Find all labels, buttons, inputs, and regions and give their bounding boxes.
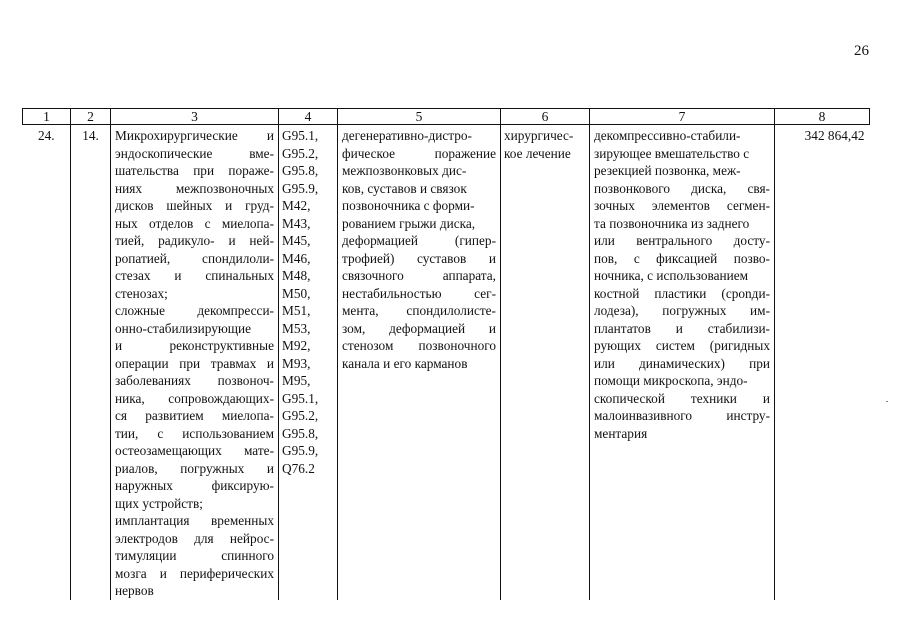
text-line: ночника, с использованием xyxy=(594,268,749,283)
text-line: онно-стабилизирующие xyxy=(115,320,252,336)
text-line: наружных фиксирую- xyxy=(115,478,274,493)
header-col-4: 4 xyxy=(279,109,338,125)
text-line: лодеза), погружных им- xyxy=(594,303,770,318)
text-line: ся развитием миелопа- xyxy=(115,408,274,423)
header-col-2: 2 xyxy=(71,109,111,125)
text-line: канала и его карманов xyxy=(342,355,468,371)
text-line: кое лечение xyxy=(504,145,571,161)
procedure-table xyxy=(22,108,870,600)
text-line: зом, деформацией и xyxy=(342,320,496,336)
text-line: или динамических) при xyxy=(594,355,770,371)
text-line: дегенеративно-дистро- xyxy=(342,128,472,143)
text-line: нестабильностью сег- xyxy=(342,285,496,301)
text-line: и реконструктивные xyxy=(115,338,274,353)
text-line: рованием грыжи диска, xyxy=(342,215,476,231)
text-line: связочного аппарата, xyxy=(342,268,496,283)
text-line: заболеваниях позвоноч- xyxy=(115,373,274,388)
text-line: M43, xyxy=(282,215,311,231)
text-line: стенозом позвоночного xyxy=(342,338,496,353)
text-line: G95.2, xyxy=(282,408,319,423)
treatment-method xyxy=(590,125,775,600)
text-line: резекцией позвонка, меж- xyxy=(594,163,741,178)
text-line: G95.1, xyxy=(282,390,319,406)
text-line: M50, xyxy=(282,285,311,301)
text-line: G95.9, xyxy=(282,443,319,458)
text-line: тии, с использованием xyxy=(115,425,274,441)
text-line: M46, xyxy=(282,250,311,266)
text-line: фическое поражение xyxy=(342,145,496,161)
text-line: стезах и спинальных xyxy=(115,268,274,283)
text-line: сложные декомпресси- xyxy=(115,303,274,318)
text-line: декомпрессивно-стабили- xyxy=(594,128,741,143)
text-line: малоинвазивного инстру- xyxy=(594,408,770,423)
text-line: ных отделов с миелопа- xyxy=(115,215,274,231)
icd-codes xyxy=(279,125,338,600)
table-row xyxy=(23,125,870,600)
text-line: мента, спондилолисте- xyxy=(342,303,496,318)
text-line: зочных элементов сегмен- xyxy=(594,198,770,213)
text-line: ника, сопровождающих- xyxy=(115,390,274,406)
text-line: ропатией, спондилоли- xyxy=(115,250,274,266)
text-line: операции при травмах и xyxy=(115,355,274,371)
text-line: тимуляции спинного xyxy=(115,548,274,563)
text-line: G95.1, xyxy=(282,128,319,143)
text-line: M45, xyxy=(282,233,311,248)
text-line: M53, xyxy=(282,320,311,336)
text-line: ков, суставов и связок xyxy=(342,180,467,196)
text-line: или вентрального досту- xyxy=(594,233,770,248)
text-line: хирургичес- xyxy=(504,128,574,143)
page-number: 26 xyxy=(854,43,869,59)
text-line: скопической техники и xyxy=(594,390,770,406)
text-line: дисков шейных и груд- xyxy=(115,198,274,213)
text-line: трофией) суставов и xyxy=(342,250,496,266)
header-col-1: 1 xyxy=(23,109,71,125)
text-line: M51, xyxy=(282,303,311,318)
text-line: Q76.2 xyxy=(282,460,315,476)
header-col-7: 7 xyxy=(590,109,775,125)
text-line: M95, xyxy=(282,373,311,388)
header-col-6: 6 xyxy=(501,109,590,125)
text-line: G95.8, xyxy=(282,163,319,178)
scan-mark xyxy=(886,401,888,402)
text-line: ниях межпозвоночных xyxy=(115,180,274,196)
text-line: остеозамещающих мате- xyxy=(115,443,274,458)
text-line: позвонкового диска, свя- xyxy=(594,180,770,196)
text-line: M92, xyxy=(282,338,311,353)
text-line: тией, радикуло- и ней- xyxy=(115,233,274,248)
text-line: зирующее вмешательство с xyxy=(594,145,750,161)
text-line: электродов для нейрос- xyxy=(115,530,274,546)
text-line: риалов, погружных и xyxy=(115,460,274,476)
header-col-3: 3 xyxy=(111,109,279,125)
text-line: плантатов и стабилизи- xyxy=(594,320,770,336)
text-line: имплантация временных xyxy=(115,513,274,528)
text-line: позвоночника с форми- xyxy=(342,198,475,213)
text-line: Микрохирургические и xyxy=(115,128,274,143)
header-col-5: 5 xyxy=(338,109,501,125)
procedure-description xyxy=(111,125,279,600)
text-line: эндоскопические вме- xyxy=(115,145,274,161)
header-col-8: 8 xyxy=(775,109,870,125)
text-line: костной пластики (сponди- xyxy=(594,285,770,301)
text-line: G95.9, xyxy=(282,180,319,196)
text-line: M48, xyxy=(282,268,311,283)
text-line: та позвоночника из заднего xyxy=(594,215,750,231)
table-header-row xyxy=(23,109,870,125)
text-line: нервов xyxy=(115,583,154,598)
text-line: M93, xyxy=(282,355,311,371)
text-line: шательства при пораже- xyxy=(115,163,274,178)
treatment-type xyxy=(501,125,590,600)
text-line: мозга и периферических xyxy=(115,565,274,581)
text-line: помощи микроскопа, эндо- xyxy=(594,373,748,388)
cost-value: 342 864,42 xyxy=(775,125,870,600)
patient-model xyxy=(338,125,501,600)
group-number: 14. xyxy=(71,125,111,600)
text-line: межпозвонковых дис- xyxy=(342,163,467,178)
text-line: G95.8, xyxy=(282,425,319,441)
text-line: M42, xyxy=(282,198,311,213)
text-line: стенозах; xyxy=(115,285,168,301)
text-line: ментария xyxy=(594,425,648,441)
text-line: G95.2, xyxy=(282,145,319,161)
text-line: пов, с фиксацией позво- xyxy=(594,250,770,266)
row-number: 24. xyxy=(23,125,71,600)
text-line: рующих систем (ригидных xyxy=(594,338,770,353)
text-line: щих устройств; xyxy=(115,495,203,511)
text-line: деформацией (гипер- xyxy=(342,233,496,248)
